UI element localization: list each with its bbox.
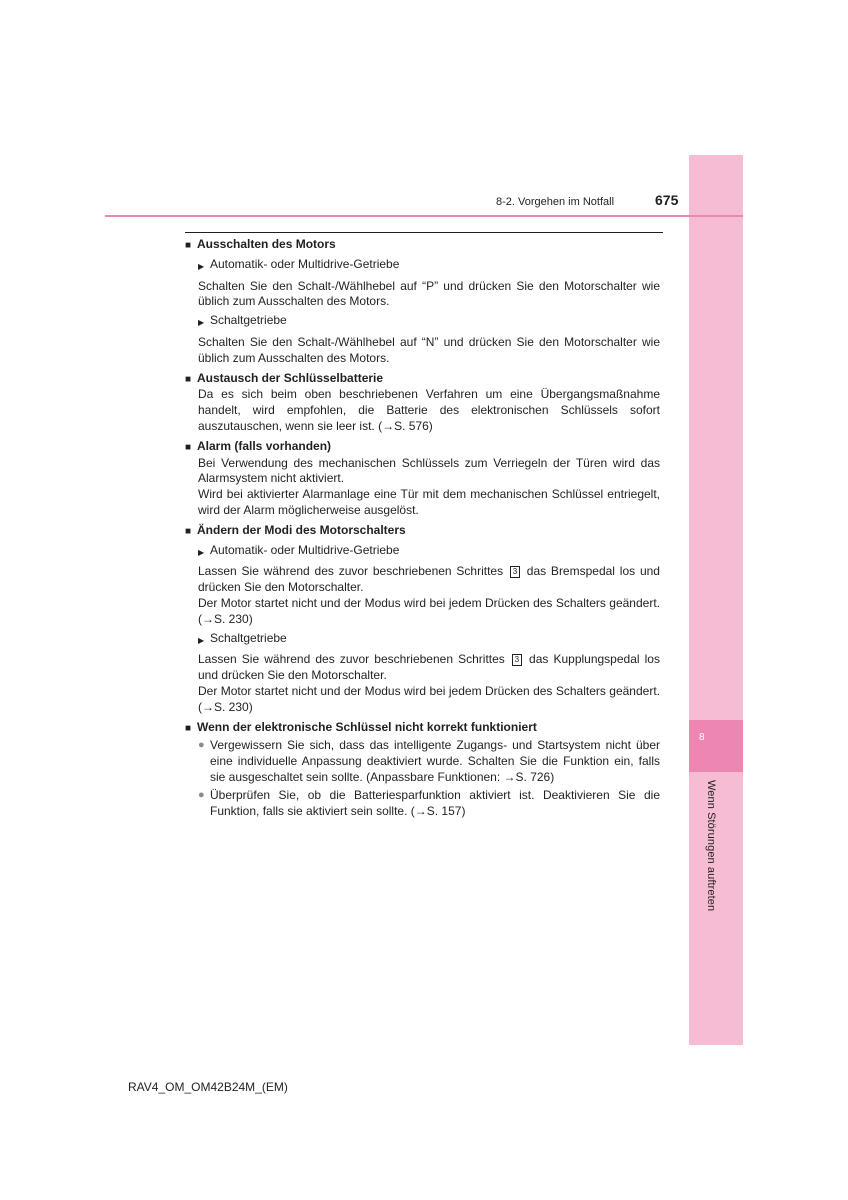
section-title: ■ Wenn der elektronische Schlüssel nicht korrekt funktioniert bbox=[185, 720, 660, 737]
paragraph: Schalten Sie den Schalt-/Wählhebel auf “P” und drücken Sie den Motorschalter wie üblich zum Ausschalten des Motors. bbox=[198, 278, 660, 309]
square-bullet-icon: ■ bbox=[185, 722, 192, 734]
square-bullet-icon: ■ bbox=[185, 525, 192, 537]
paragraph: Schalten Sie den Schalt-/Wählhebel auf “N” und drücken Sie den Motorschalter wie üblich zum Ausschalten des Motors. bbox=[198, 334, 660, 365]
section-title: ■ Ausschalten des Motors bbox=[185, 237, 660, 254]
section-title: ■ Ändern der Modi des Motorschalters bbox=[185, 523, 660, 540]
step-number-box: 3 bbox=[510, 566, 520, 578]
square-bullet-icon: ■ bbox=[185, 240, 192, 251]
document-code: RAV4_OM_OM42B24M_(EM) bbox=[128, 1080, 288, 1094]
subheading: ▶ Automatik- oder Multidrive-Getriebe bbox=[198, 257, 660, 275]
chapter-number: 8 bbox=[699, 732, 705, 743]
section-heading: 8-2. Vorgehen im Notfall bbox=[496, 196, 615, 208]
subheading: ▶ Automatik- oder Multidrive-Getriebe bbox=[198, 543, 660, 561]
dot-bullet-icon: ● bbox=[198, 788, 205, 801]
paragraph: Lassen Sie während des zuvor beschriebenen Schrittes 3 das Kupplungspedal los und drücken Sie den Motorschalter. Der Motor startet nicht und der Modus wird bei jedem Drücken des Schalters geändert. (→S. 230) bbox=[198, 652, 660, 714]
triangle-icon: ▶ bbox=[198, 318, 205, 328]
paragraph: Bei Verwendung des mechanischen Schlüssels zum Verriegeln der Türen wird das Alarmsystem nicht aktiviert. Wird bei aktivierter Alarmanlage eine Tür mit dem mechanischen Schlüssel entriegelt, wird der Alarm möglicherweise ausgelöst. bbox=[198, 455, 660, 517]
triangle-icon: ▶ bbox=[198, 547, 205, 557]
cross-reference[interactable]: (Anpassbare Funktionen: →S. 726) bbox=[366, 769, 555, 784]
section-title: ■ Austausch der Schlüsselbatterie bbox=[185, 371, 660, 388]
triangle-icon: ▶ bbox=[198, 261, 205, 271]
paragraph: Lassen Sie während des zuvor beschriebenen Schrittes 3 das Bremspedal los und drücken Sie den Motorschalter. Der Motor startet nicht und der Modus wird bei jedem Drücken des Schalters geändert. (→S. 230) bbox=[198, 564, 660, 626]
triangle-icon: ▶ bbox=[198, 635, 205, 645]
paragraph: Da es sich beim oben beschriebenen Verfahren um eine Übergangsmaßnahme handelt, wird empfohlen, die Batterie des elektronischen Schlüssels sofort auszutauschen, wenn sie leer ist. (→S. 576) bbox=[198, 387, 660, 433]
square-bullet-icon: ■ bbox=[185, 373, 192, 385]
page-content bbox=[185, 237, 660, 819]
square-bullet-icon: ■ bbox=[185, 441, 192, 453]
list-item: ● Überprüfen Sie, ob die Batteriesparfunktion aktiviert ist. Deaktivieren Sie die Funktion, falls sie aktiviert sein sollte. (→S. 157) bbox=[198, 787, 660, 818]
page-number: 675 bbox=[655, 192, 679, 208]
subheading: ▶ Schaltgetriebe bbox=[198, 631, 660, 649]
chapter-side-tab bbox=[689, 155, 743, 1045]
content-divider bbox=[185, 232, 663, 233]
section-title: ■ Alarm (falls vorhanden) bbox=[185, 439, 660, 456]
chapter-number-tab[interactable] bbox=[689, 720, 743, 772]
subheading: ▶ Schaltgetriebe bbox=[198, 313, 660, 331]
header-divider bbox=[105, 215, 743, 217]
list-item: ● Vergewissern Sie sich, dass das intelligente Zugangs- und Startsystem nicht über eine individuelle Anpassung deaktiviert wurde. Schalten Sie die Funktion ein, falls sie ausgeschaltet sein sollte. (Anpassbare Funktionen: →S. 726) bbox=[198, 738, 660, 784]
dot-bullet-icon: ● bbox=[198, 739, 205, 752]
chapter-title: Wenn Störungen auftreten bbox=[705, 780, 717, 912]
step-number-box: 3 bbox=[512, 654, 522, 666]
